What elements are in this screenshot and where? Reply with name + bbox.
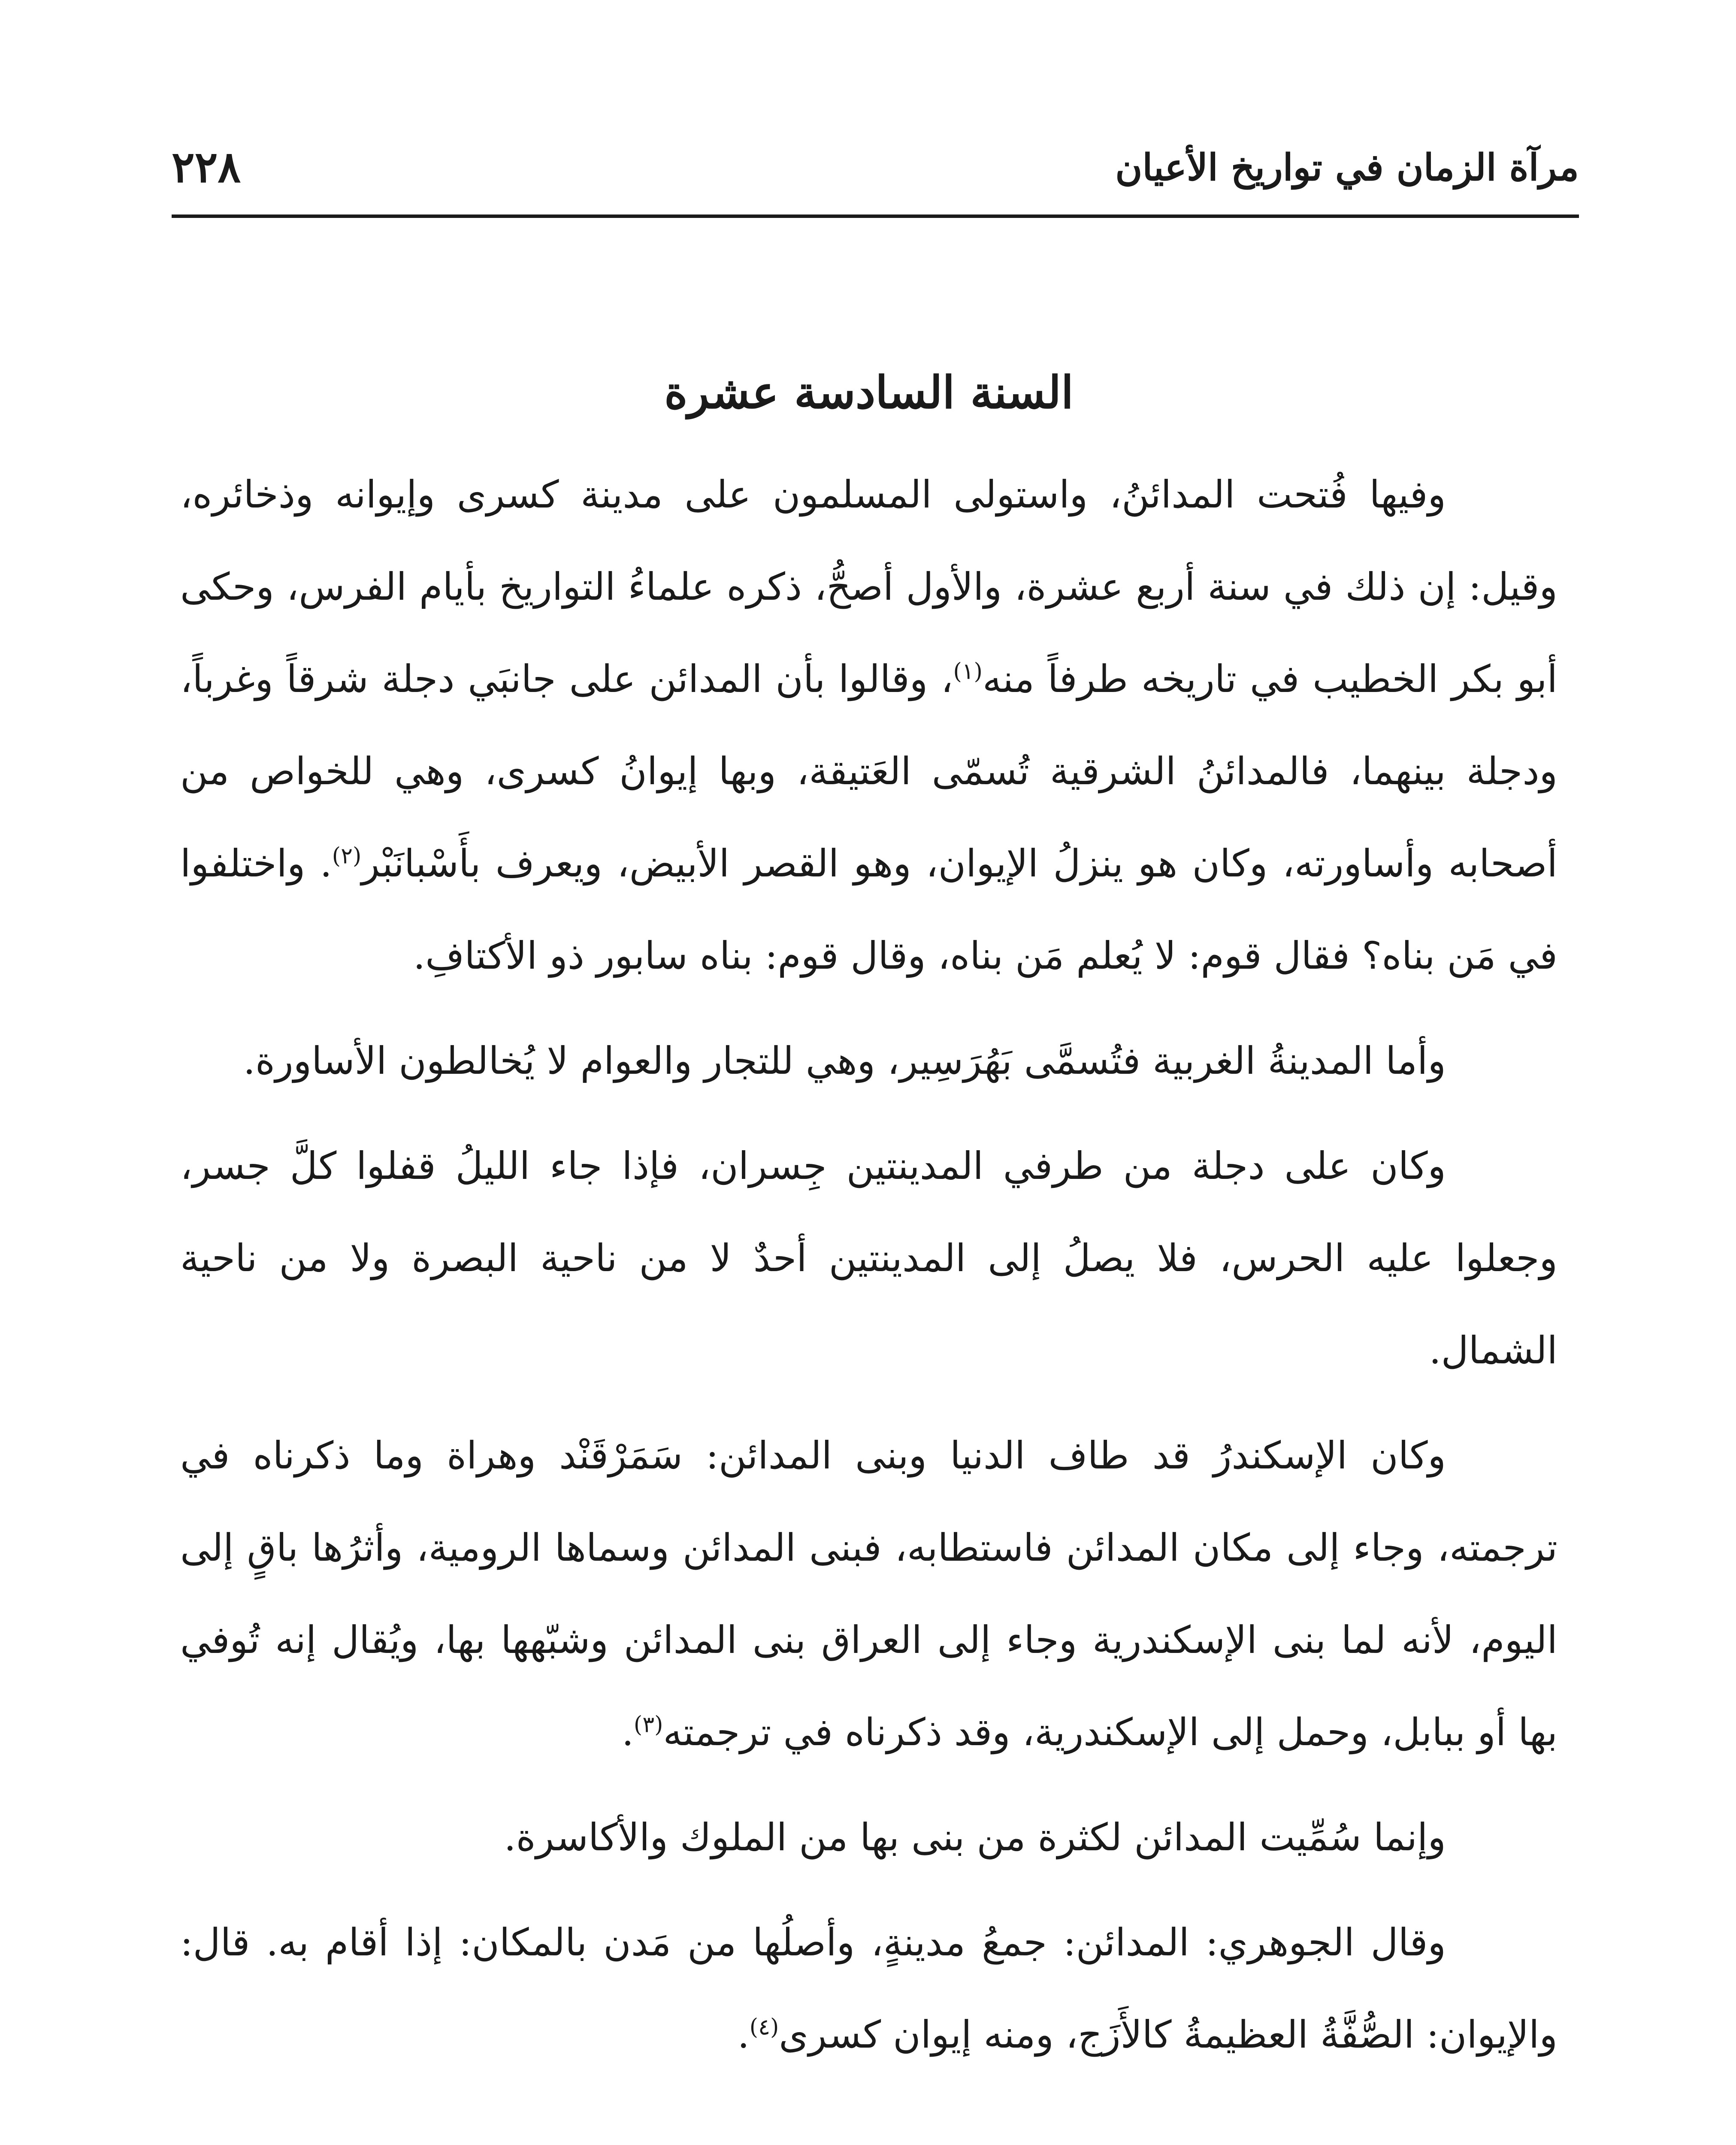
running-title: مرآة الزمان في تواريخ الأعيان: [1115, 146, 1579, 189]
paragraph-text: . واختلفوا في مَن بناه؟ فقال قوم: لا يُعلم مَن بناه، وقال قوم: بناه سابور ذو الأكتافِ.: [180, 841, 1558, 978]
paragraph-1: [180, 448, 1558, 1002]
header-divider: [172, 214, 1579, 218]
paragraph-6: [180, 1896, 1558, 2081]
paragraph-text: .: [737, 2012, 750, 2057]
main-text: [180, 360, 1558, 2094]
footnote-ref-2[interactable]: (٢): [332, 843, 362, 869]
paragraph-3: وكان على دجلة من طرفي المدينتين جِسران، فإذا جاء الليلُ قفلوا كلَّ جسر، وجعلوا عليه الحرس، فلا يصلُ إلى المدينتين أحدٌ لا من ناحية البصرة ولا من ناحية الشمال.: [180, 1144, 1558, 1372]
paragraph-text: وفيها فُتحت المدائنُ، واستولى المسلمون على مدينة كسرى وإيوانه وذخائره، وقيل: إن ذلك في سنة أربع عشرة، والأول أصحُّ، ذكره علماءُ التواريخ بأيام الفرس، وحكى أبو بكر الخطيب في تاريخه طرفاً منه: [180, 472, 1558, 701]
footnote-ref-3[interactable]: (٣): [633, 1712, 663, 1738]
paragraph-5: وإنما سُمِّيت المدائن لكثرة من بنى بها من الملوك والأكاسرة.: [504, 1815, 1446, 1859]
paragraph-text: ، وقالوا بأن المدائن على جانبَي دجلة شرقاً وغرباً، ودجلة بينهما، فالمدائنُ الشرقية تُسمّى العَتيقة، وبها إيوانُ كسرى، وهي للخواص من أصحابه وأساورته، وكان هو ينزلُ الإيوان، وهو القصر الأبيض، ويعرف بأَسْبانَبْر: [180, 657, 1558, 885]
paragraph-text: وقال الجوهري: المدائن: جمعُ مدينةٍ، وأصلُها من مَدن بالمكان: إذا أقام به. قال: والإيوان: الصُّفَّةُ العظيمةُ كالأَزَج، ومنه إيوان كسرى: [180, 1920, 1558, 2057]
page-header: [172, 129, 1579, 214]
footnote-ref-1[interactable]: (١): [953, 659, 983, 685]
paragraph-text: .: [621, 1710, 634, 1754]
paragraph-4: [180, 1409, 1558, 1778]
page-number: ٢٢٨: [172, 142, 241, 192]
paragraph-2: وأما المدينةُ الغربية فتُسمَّى بَهُرَسِير، وهي للتجار والعوام لا يُخالطون الأساورة.: [243, 1039, 1446, 1083]
paragraph-text: وكان الإسكندرُ قد طاف الدنيا وبنى المدائن: سَمَرْقَنْد وهراة وما ذكرناه في ترجمته، وجاء إلى مكان المدائن فاستطابه، فبنى المدائن وسماها الرومية، وأثرُها باقٍ إلى اليوم، لأنه لما بنى الإسكندرية وجاء إلى العراق بنى المدائن وشبّهها بها، ويُقال إنه تُوفي بها أو ببابل، وحمل إلى الإسكندرية، وقد ذكرناه في ترجمته: [180, 1433, 1558, 1754]
footnote-ref-4[interactable]: (٤): [749, 2014, 779, 2040]
section-title: السنة السادسة عشرة: [664, 366, 1074, 419]
